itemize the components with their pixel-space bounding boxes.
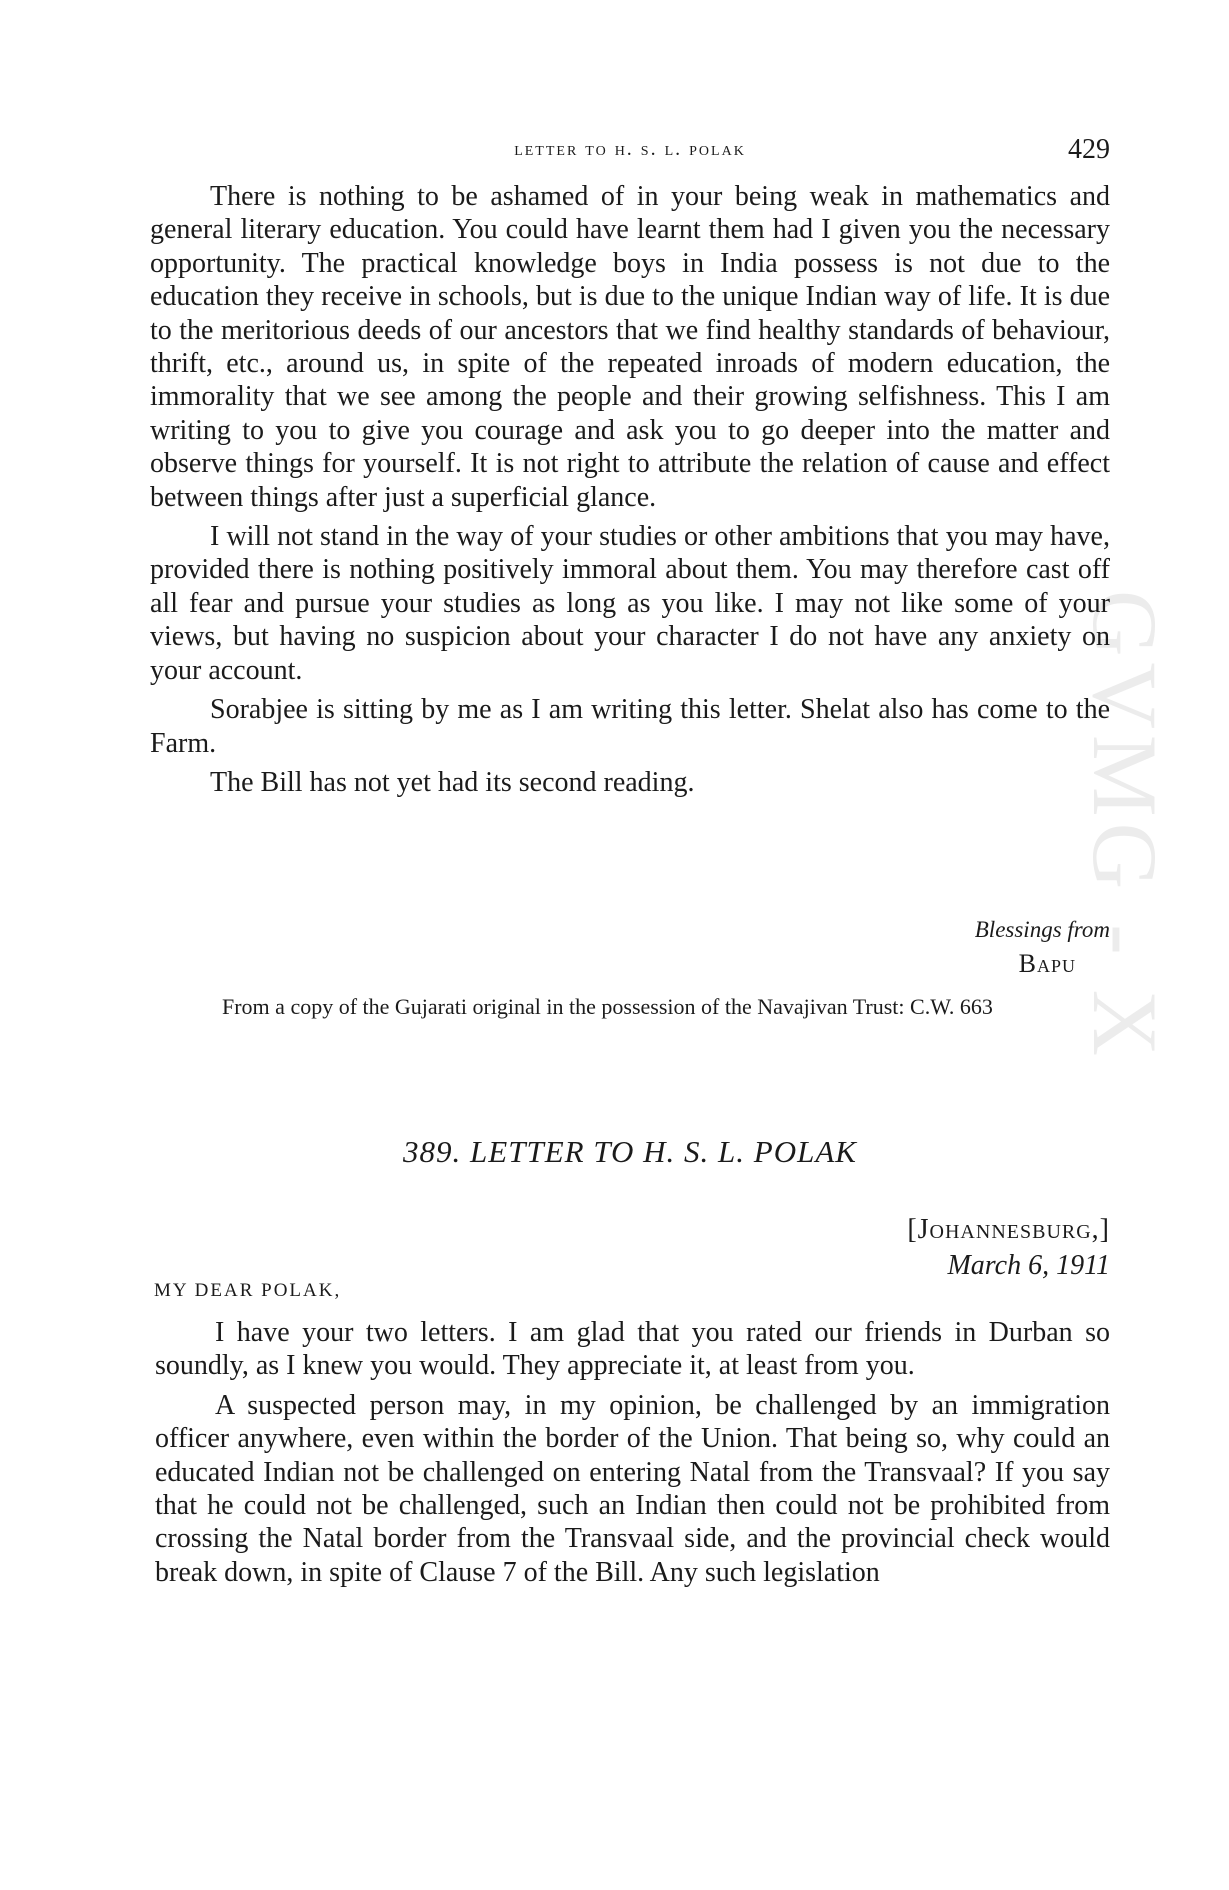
paragraph: I will not stand in the way of your studies or other ambitions that you may have, provided there is nothing positively immoral about them. You may therefore cast off all fear and pursue your studies as long as you like. I may not like some of your views, but having no suspicion about your character I do not have any anxiety on your account.: [150, 521, 1110, 686]
signature-name: Bapu: [1018, 949, 1076, 978]
letter-continuation: [150, 180, 1110, 799]
place-date: [907, 1212, 1110, 1284]
source-note: From a copy of the Gujarati original in the possession of the Navajivan Trust: C.W. 663: [222, 994, 993, 1019]
document-page: [150, 0, 1110, 1890]
running-head: [150, 134, 1110, 168]
paragraph: The Bill has not yet had its second reading.: [210, 766, 695, 798]
place: [Johannesburg,]: [907, 1214, 1110, 1245]
page-number: 429: [1068, 134, 1110, 165]
paragraph: I have your two letters. I am glad that you rated our friends in Durban so soundly, as I knew you would. They appreciate it, at least from you.: [155, 1317, 1110, 1382]
letter-body: [155, 1316, 1110, 1589]
paragraph: Sorabjee is sitting by me as I am writing this letter. Shelat also has come to the Farm.: [150, 694, 1110, 759]
blessings-line: Blessings from: [974, 917, 1110, 942]
signoff: [810, 914, 1110, 982]
paragraph: A suspected person may, in my opinion, be challenged by an immigration officer anywhere, even within the border of the Union. That being so, why could an educated Indian not be challenged on entering Natal from the Transvaal? If you say that he could not be challenged, such an Indian then could not be prohibited from crossing the Natal border from the Transvaal side, and the provincial check would break down, in spite of Clause 7 of the Bill. Any such legislation: [155, 1389, 1110, 1588]
date: March 6, 1911: [947, 1250, 1110, 1281]
salutation: MY DEAR POLAK,: [154, 1280, 342, 1301]
document-title: 389. LETTER TO H. S. L. POLAK: [403, 1134, 857, 1169]
paragraph: There is nothing to be ashamed of in your being weak in mathematics and general literary education. You could have learnt them had I given you the necessary opportunity. The practical knowledge boys in India possess is not due to the education they receive in schools, but is due to the unique Indian way of life. It is due to the meritorious deeds of our ancestors that we find healthy standards of behaviour, thrift, etc., around us, in spite of the repeated inroads of modern education, the immorality that we see among the people and their growing selfishness. This I am writing to you to give you courage and ask you to go deeper into the matter and observe things for yourself. It is not right to attribute the relation of cause and effect between things after just a superficial glance.: [150, 181, 1110, 513]
running-title: letter to h. s. l. polak: [514, 138, 746, 160]
watermark: GVMG - X: [1074, 590, 1176, 1063]
